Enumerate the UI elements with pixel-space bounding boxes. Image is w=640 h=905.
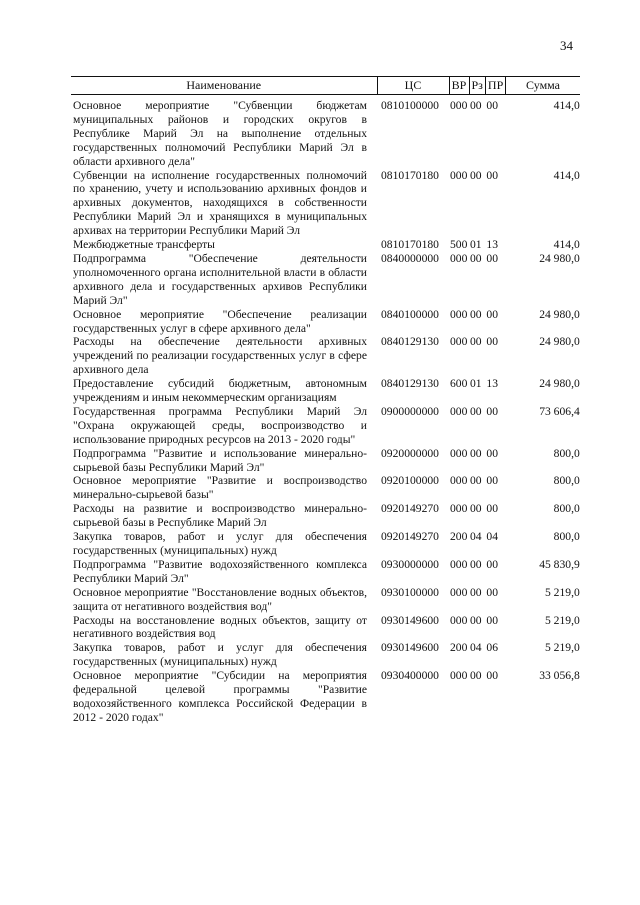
cell-sum: 414,0 — [553, 168, 580, 182]
cell-rz: 04 — [470, 530, 482, 544]
table-row — [71, 308, 580, 336]
cell-cs: 0900000000 — [381, 404, 439, 418]
cell-name: Расходы на развитие и воспроизводство минерально-сырьевой базы в Республике Марий Эл — [73, 502, 367, 530]
cell-sum: 414,0 — [553, 238, 580, 252]
table-header — [71, 77, 580, 95]
table-row — [71, 405, 580, 447]
cell-pr: 00 — [486, 251, 499, 265]
cell-vr: 000 — [450, 585, 468, 599]
cell-rz: 00 — [470, 585, 482, 599]
cell-rz: 00 — [470, 335, 482, 349]
cell-sum: 24 980,0 — [539, 307, 580, 321]
cell-name: Подпрограмма "Обеспечение деятельности уполномоченного органа исполнительной власти в области архивного дела и государственных архивов Республики Марий Эл" — [73, 251, 367, 307]
cell-name: Основное мероприятие "Субвенции бюджетам муниципальных районов и городских округов в Республике Марий Эл на выполнение отдельных государственных полномочий Республики Марий Эл в области архивного дела" — [73, 99, 367, 168]
cell-sum: 800,0 — [553, 446, 580, 460]
cell-sum: 800,0 — [553, 502, 580, 516]
cell-vr: 000 — [450, 613, 468, 627]
budget-table — [71, 76, 580, 725]
cell-cs: 0810170180 — [381, 168, 439, 182]
cell-sum: 24 980,0 — [539, 377, 580, 391]
header-cs: ЦС — [377, 77, 449, 95]
cell-vr: 000 — [450, 335, 468, 349]
cell-vr: 000 — [450, 474, 468, 488]
table-row — [71, 335, 580, 377]
cell-vr: 000 — [450, 502, 468, 516]
table-row — [71, 530, 580, 558]
cell-sum: 5 219,0 — [544, 613, 580, 627]
table-row — [71, 169, 580, 239]
cell-pr: 13 — [486, 238, 499, 252]
cell-rz: 00 — [470, 557, 482, 571]
table-row — [71, 474, 580, 502]
cell-cs: 0920000000 — [381, 446, 439, 460]
cell-pr: 04 — [486, 530, 499, 544]
cell-cs: 0840129130 — [381, 335, 439, 349]
cell-name: Подпрограмма "Развитие водохозяйственного комплекса Республики Марий Эл" — [73, 557, 367, 585]
cell-pr: 00 — [486, 557, 499, 571]
cell-rz: 00 — [470, 307, 482, 321]
cell-cs: 0930149600 — [381, 613, 439, 627]
cell-rz: 01 — [470, 377, 482, 391]
cell-rz: 00 — [470, 404, 482, 418]
cell-sum: 45 830,9 — [539, 557, 580, 571]
cell-name: Субвенции на исполнение государственных полномочий по хранению, учету и использованию архивных фондов и архивных документов, находящихся в собственности Республики Марий Эл и хранящихся в муниципальных архивах на территории Республики Марий Эл — [73, 168, 367, 238]
cell-cs: 0930400000 — [381, 669, 439, 683]
cell-rz: 00 — [470, 446, 482, 460]
cell-name: Предоставление субсидий бюджетным, автономным учреждениям и иным некоммерческим организациям — [73, 377, 367, 405]
cell-vr: 200 — [450, 530, 468, 544]
table-row — [71, 641, 580, 669]
cell-name: Государственная программа Республики Марий Эл "Охрана окружающей среды, воспроизводство и использование природных ресурсов на 2013 - 2020 годы" — [73, 404, 367, 446]
cell-cs: 0920149270 — [381, 502, 439, 516]
cell-pr: 00 — [486, 613, 499, 627]
cell-name: Закупка товаров, работ и услуг для обеспечения государственных (муниципальных) нужд — [73, 530, 367, 557]
cell-sum: 800,0 — [553, 474, 580, 488]
header-vr: ВР — [449, 77, 469, 95]
cell-sum: 24 980,0 — [539, 251, 580, 265]
cell-vr: 000 — [450, 404, 468, 418]
cell-sum: 73 606,4 — [539, 404, 580, 418]
table-row — [71, 586, 580, 614]
cell-rz: 00 — [470, 168, 482, 182]
cell-name: Основное мероприятие "Развитие и воспроизводство минерально-сырьевой базы" — [73, 474, 367, 502]
cell-pr: 06 — [486, 641, 499, 655]
cell-cs: 0810170180 — [381, 238, 439, 252]
cell-vr: 600 — [450, 377, 468, 391]
cell-name: Закупка товаров, работ и услуг для обеспечения государственных (муниципальных) нужд — [73, 641, 367, 669]
cell-sum: 24 980,0 — [539, 335, 580, 349]
cell-pr: 00 — [486, 335, 499, 349]
table-row — [71, 614, 580, 642]
header-rz: Рз — [469, 77, 485, 95]
table-row — [71, 238, 580, 252]
cell-cs: 0810100000 — [381, 99, 439, 112]
cell-name: Расходы на обеспечение деятельности архивных учреждений по реализации государственных услуг в сфере архивного дела — [73, 335, 367, 377]
cell-pr: 00 — [486, 474, 499, 488]
table-row — [71, 95, 580, 169]
cell-name: Основное мероприятие "Субсидии на мероприятия федеральной целевой программы "Развитие водохозяйственного комплекса Российской Федерации в 2012 - 2020 годах" — [73, 669, 367, 724]
header-sum: Сумма — [506, 77, 580, 95]
cell-pr: 00 — [486, 585, 499, 599]
cell-cs: 0930149600 — [381, 641, 439, 655]
cell-cs: 0840100000 — [381, 307, 439, 321]
cell-rz: 00 — [470, 669, 482, 683]
cell-vr: 000 — [450, 446, 468, 460]
cell-name: Основное мероприятие "Восстановление водных объектов, защита от негативного воздействия вод" — [73, 585, 367, 613]
cell-cs: 0840000000 — [381, 251, 439, 265]
table-row — [71, 669, 580, 725]
cell-cs: 0920100000 — [381, 474, 439, 488]
cell-pr: 00 — [486, 168, 499, 182]
cell-rz: 00 — [470, 99, 482, 112]
cell-pr: 00 — [486, 446, 499, 460]
cell-sum: 800,0 — [553, 530, 580, 544]
cell-sum: 33 056,8 — [539, 669, 580, 683]
cell-name: Межбюджетные трансферты — [73, 238, 215, 252]
cell-name: Основное мероприятие "Обеспечение реализации государственных услуг в сфере архивного дела" — [73, 307, 367, 335]
cell-cs: 0930000000 — [381, 557, 439, 571]
header-name: Наименование — [71, 77, 377, 95]
table-row — [71, 558, 580, 586]
cell-name: Подпрограмма "Развитие и использование минерально-сырьевой базы Республики Марий Эл" — [73, 446, 367, 474]
table-row — [71, 447, 580, 475]
cell-name: Расходы на восстановление водных объектов, защиту от негативного воздействия вод — [73, 613, 367, 641]
table-row — [71, 252, 580, 308]
cell-cs: 0920149270 — [381, 530, 439, 544]
cell-pr: 00 — [486, 669, 499, 683]
cell-sum: 5 219,0 — [544, 641, 580, 655]
cell-pr: 13 — [486, 377, 499, 391]
cell-vr: 000 — [450, 557, 468, 571]
cell-vr: 000 — [450, 669, 468, 683]
cell-pr: 00 — [486, 502, 499, 516]
cell-pr: 00 — [486, 307, 499, 321]
cell-rz: 04 — [470, 641, 482, 655]
cell-cs: 0930100000 — [381, 585, 439, 599]
table-row — [71, 502, 580, 530]
cell-rz: 00 — [470, 251, 482, 265]
cell-cs: 0840129130 — [381, 377, 439, 391]
cell-sum: 414,0 — [553, 99, 580, 112]
cell-rz: 00 — [470, 502, 482, 516]
cell-vr: 000 — [450, 99, 468, 112]
cell-vr: 200 — [450, 641, 468, 655]
cell-pr: 00 — [486, 99, 499, 112]
table-body — [71, 95, 580, 725]
cell-rz: 01 — [470, 238, 482, 252]
cell-vr: 000 — [450, 251, 468, 265]
cell-pr: 00 — [486, 404, 499, 418]
page-number: 34 — [560, 38, 573, 53]
cell-sum: 5 219,0 — [544, 585, 580, 599]
cell-vr: 000 — [450, 168, 468, 182]
header-pr: ПР — [485, 77, 505, 95]
cell-rz: 00 — [470, 613, 482, 627]
cell-rz: 00 — [470, 474, 482, 488]
cell-vr: 000 — [450, 307, 468, 321]
table-row — [71, 377, 580, 405]
cell-vr: 500 — [450, 238, 468, 252]
